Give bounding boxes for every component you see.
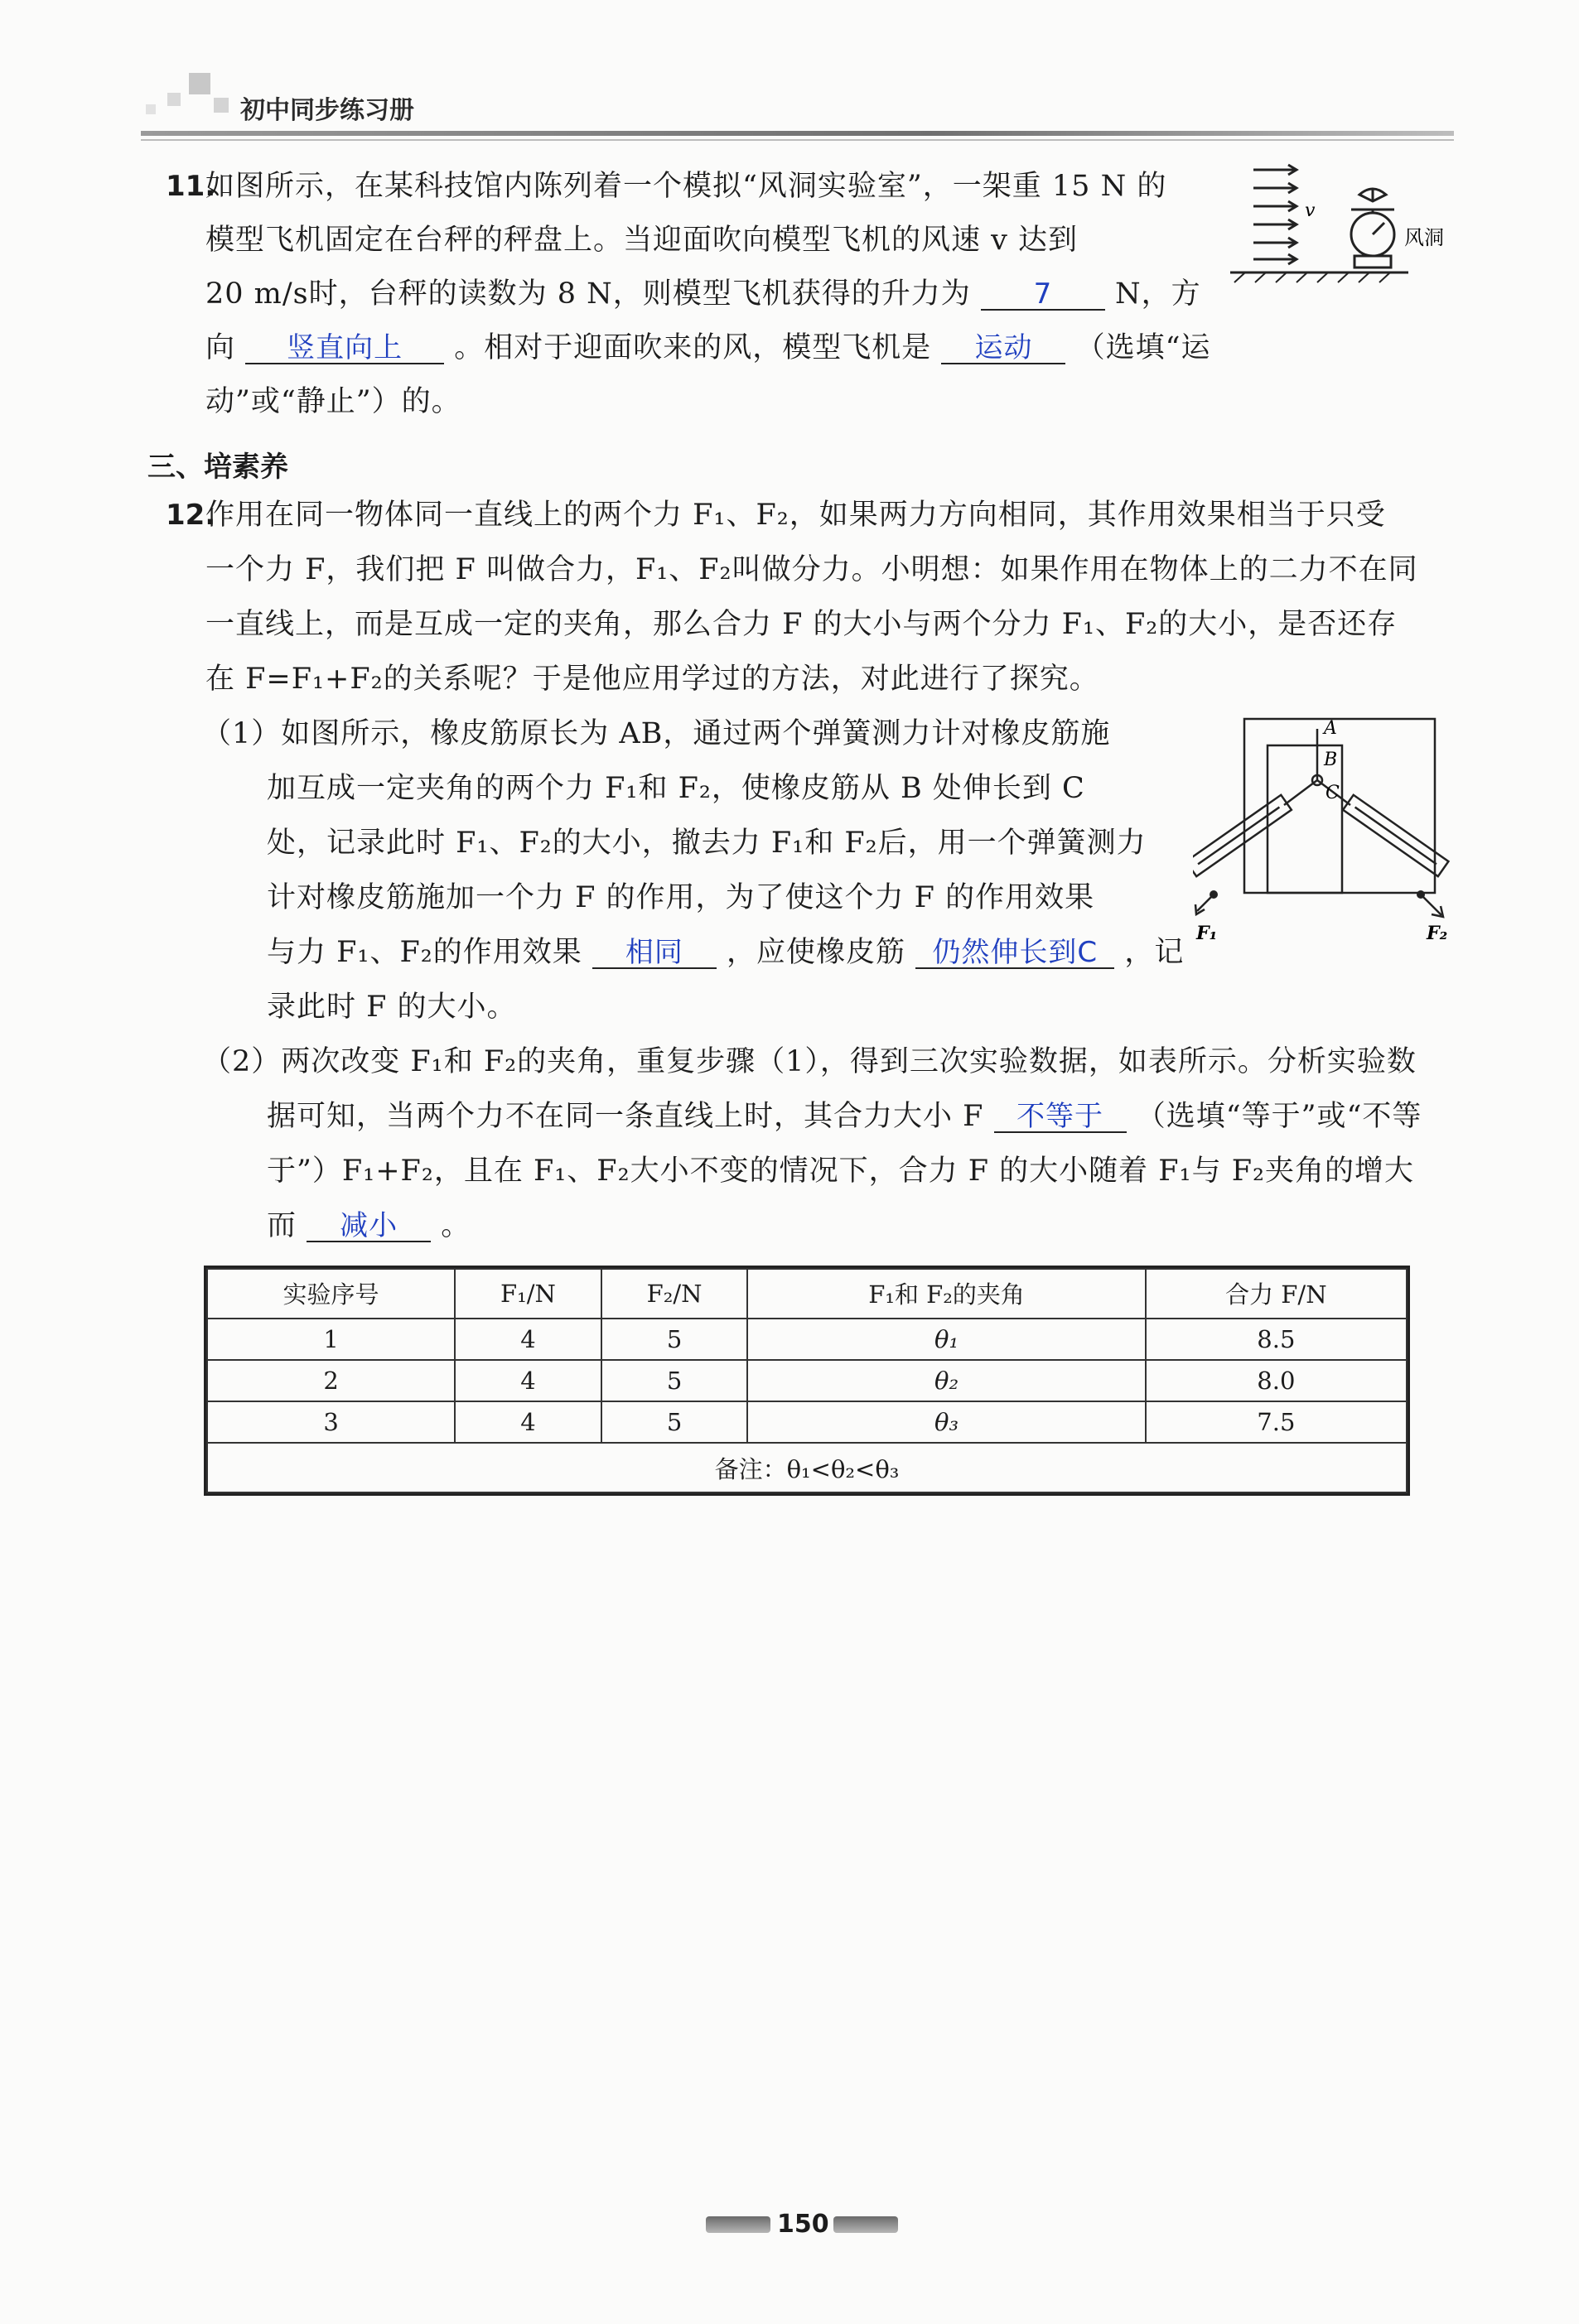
motion-answer-blank	[941, 333, 1065, 364]
direction-answer: 竖直向上	[287, 331, 403, 364]
table-cell: θ₃	[747, 1401, 1145, 1443]
table-cell: 3	[207, 1401, 455, 1443]
table-header-row	[207, 1269, 1407, 1319]
table-cell: 4	[455, 1319, 601, 1360]
table-row	[207, 1360, 1407, 1401]
table-row	[207, 1401, 1407, 1443]
page-number-bar-left	[706, 2216, 770, 2233]
q12-p1-line6: 录此时 F 的大小。	[267, 991, 517, 1024]
q12-p2-line2	[267, 1100, 1422, 1133]
table-note: 备注：θ₁<θ₂<θ₃	[207, 1443, 1407, 1492]
q11-line3-post: N，方	[1115, 277, 1201, 311]
velocity-label: v	[1305, 200, 1316, 221]
header-title: 初中同步练习册	[240, 96, 414, 125]
point-b-label: B	[1324, 750, 1338, 770]
table-cell: 2	[207, 1360, 455, 1401]
q11-line4-mid: 。相对于迎面吹来的风，模型飞机是	[454, 331, 932, 364]
motion-answer: 运动	[974, 331, 1033, 364]
q12-intro3: 一直线上，而是互成一定的夹角，那么合力 F 的大小与两个分力 F₁、F₂的大小，是否还存	[205, 608, 1398, 641]
q12-p2-line1: （2）两次改变 F₁和 F₂的夹角，重复步骤（1），得到三次实验数据，如表所示。分析实验数	[202, 1045, 1417, 1078]
q12-p1-line5-mid: ，应使橡皮筋	[727, 936, 906, 969]
table-header: F₁和 F₂的夹角	[747, 1269, 1145, 1319]
q11-line4	[205, 331, 1211, 364]
q11-line4-pre: 向	[205, 331, 236, 364]
q11-line3	[205, 277, 1201, 311]
decrease-answer: 减小	[340, 1209, 398, 1242]
point-c-label: C	[1325, 783, 1340, 803]
q12-p2-line4	[267, 1209, 471, 1242]
direction-answer-blank	[245, 333, 444, 364]
decrease-answer-blank	[307, 1211, 431, 1242]
force-f1-label: F₁	[1196, 923, 1218, 944]
table-note-row	[207, 1443, 1407, 1492]
q11-line1: 如图所示，在某科技馆内陈列着一个模拟“风洞实验室”，一架重 15 N 的	[205, 170, 1167, 203]
section-title: 三、培素养	[147, 451, 288, 484]
lift-answer: 7	[1033, 277, 1053, 311]
q11-line2: 模型飞机固定在台秤的秤盘上。当迎面吹向模型飞机的风速 v 达到	[205, 224, 1079, 257]
table-cell: 8.0	[1146, 1360, 1407, 1401]
table-header: 合力 F/N	[1146, 1269, 1407, 1319]
table-cell: 4	[455, 1401, 601, 1443]
q12-p2-line3: 于”）F₁+F₂，且在 F₁、F₂大小不变的情况下，合力 F 的大小随着 F₁与 F₂夹角的增大	[267, 1155, 1415, 1188]
table-cell: 5	[601, 1319, 748, 1360]
table-header: F₂/N	[601, 1269, 748, 1319]
q12-p1-line4: 计对橡皮筋施加一个力 F 的作用，为了使这个力 F 的作用效果	[267, 881, 1095, 914]
q12-number: 12.	[166, 499, 216, 532]
q11-line4-post: （选填“运	[1075, 331, 1211, 364]
page-number: 150	[777, 2210, 829, 2239]
q12-p1-line1: （1）如图所示，橡皮筋原长为 AB，通过两个弹簧测力计对橡皮筋施	[202, 717, 1111, 750]
header-rule-thin	[141, 139, 1454, 141]
q12-p1-line5-pre: 与力 F₁、F₂的作用效果	[267, 936, 582, 969]
q12-p1-line5-post: ，记	[1124, 936, 1185, 969]
q12-intro4: 在 F=F₁+F₂的关系呢？于是他应用学过的方法，对此进行了探究。	[205, 663, 1099, 696]
table-cell: 7.5	[1146, 1401, 1407, 1443]
data-table	[204, 1266, 1410, 1496]
table-cell: 1	[207, 1319, 455, 1360]
wind-tunnel-figure	[1230, 162, 1462, 286]
header-rule	[141, 131, 1454, 136]
table-cell: θ₁	[747, 1319, 1145, 1360]
noteq-answer: 不等于	[1016, 1100, 1104, 1133]
q12-intro2: 一个力 F，我们把 F 叫做合力，F₁、F₂叫做分力。小明想：如果作用在物体上的二力不在同	[205, 553, 1418, 586]
point-a-label: A	[1324, 718, 1337, 739]
q11-line3-pre: 20 m/s时，台秤的读数为 8 N，则模型飞机获得的升力为	[205, 277, 971, 311]
table-header: 实验序号	[207, 1269, 455, 1319]
wind-tunnel-label: 风洞	[1404, 226, 1444, 249]
same-answer: 相同	[625, 936, 683, 969]
table-cell: θ₂	[747, 1360, 1145, 1401]
q11-number: 11.	[166, 170, 216, 203]
rubber-band-figure	[1193, 712, 1466, 961]
noteq-answer-blank	[994, 1102, 1127, 1133]
stretch-answer: 仍然伸长到C	[932, 936, 1099, 969]
same-answer-blank	[592, 938, 717, 969]
table-cell: 8.5	[1146, 1319, 1407, 1360]
stretch-answer-blank	[915, 938, 1114, 969]
table-row	[207, 1319, 1407, 1360]
table-cell: 5	[601, 1360, 748, 1401]
q12-intro1: 作用在同一物体同一直线上的两个力 F₁、F₂，如果两力方向相同，其作用效果相当于只受	[205, 499, 1386, 532]
q12-p1-line3: 处，记录此时 F₁、F₂的大小，撤去力 F₁和 F₂后，用一个弹簧测力	[267, 827, 1147, 860]
q12-p1-line2: 加互成一定夹角的两个力 F₁和 F₂，使橡皮筋从 B 处伸长到 C	[267, 772, 1085, 805]
force-f2-label: F₂	[1427, 923, 1448, 944]
q11-line5: 动”或“静止”）的。	[205, 385, 461, 418]
page-number-bar-right	[833, 2216, 898, 2233]
q12-p2-line2-post: （选填“等于”或“不等	[1136, 1100, 1422, 1133]
table-cell: 5	[601, 1401, 748, 1443]
q12-p1-line5	[267, 936, 1184, 969]
q12-p2-line2-pre: 据可知，当两个力不在同一条直线上时，其合力大小 F	[267, 1100, 984, 1133]
q12-p2-line4-pre: 而	[267, 1209, 297, 1242]
lift-answer-blank	[981, 279, 1105, 311]
q12-p2-line4-post: 。	[441, 1209, 471, 1242]
table-header: F₁/N	[455, 1269, 601, 1319]
table-cell: 4	[455, 1360, 601, 1401]
